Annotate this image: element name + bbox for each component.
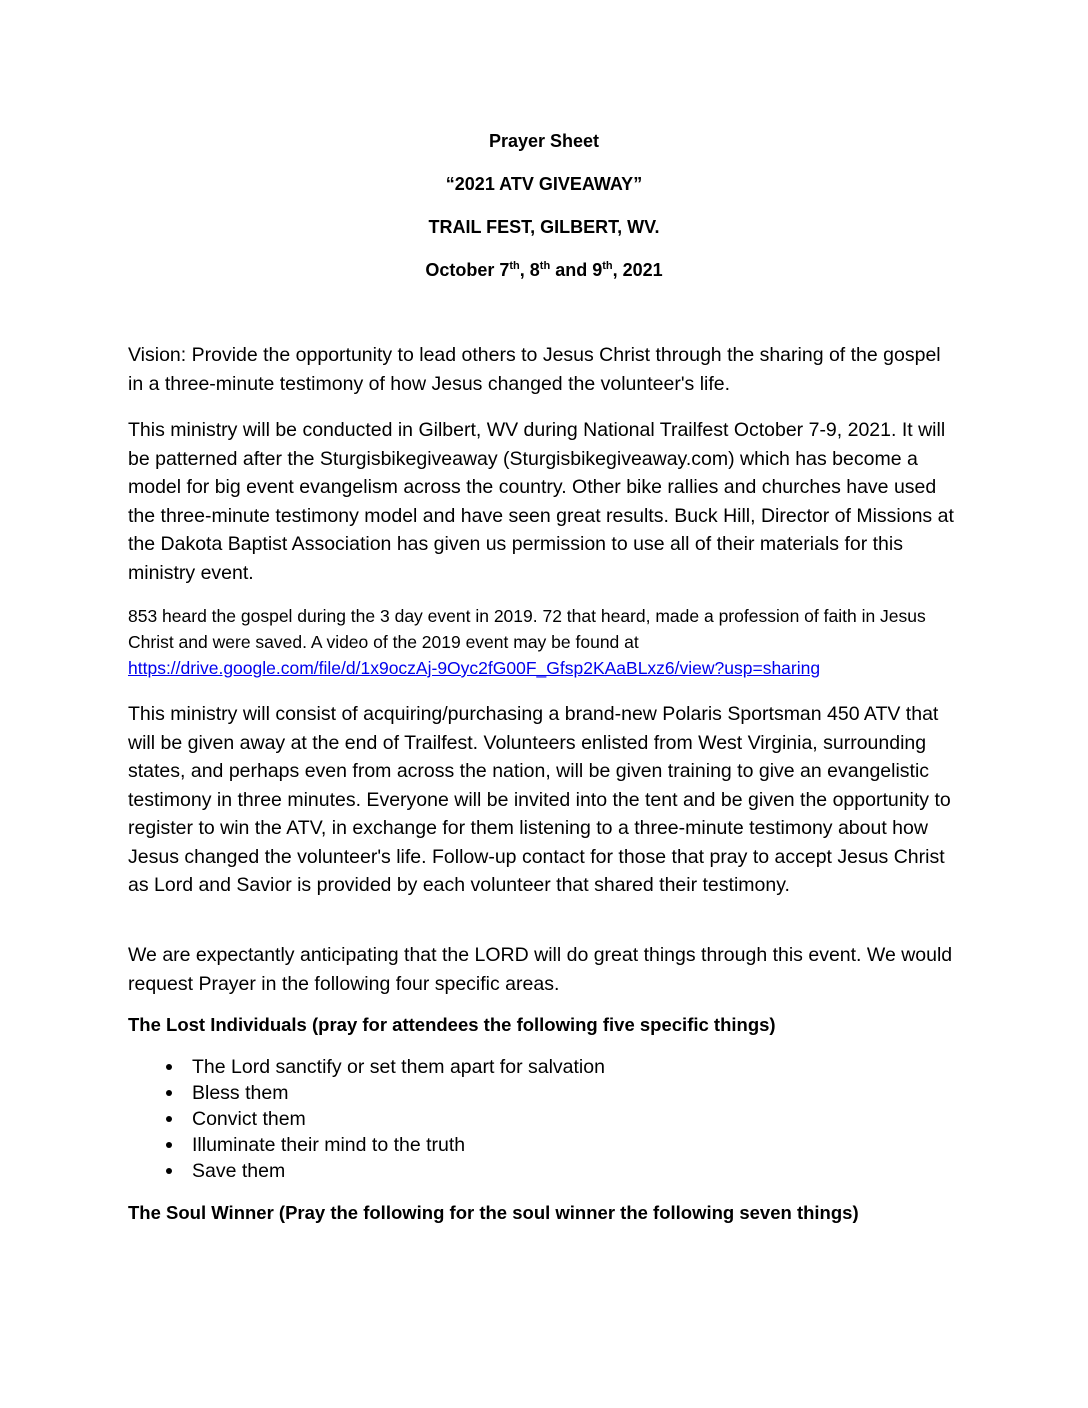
vision-paragraph: Vision: Provide the opportunity to lead others to Jesus Christ through the sharing of the gospel in a three-minute testimony of how Jesus changed the volunteer's life. — [128, 344, 941, 395]
results-text: 853 heard the gospel during the 3 day event in 2019. 72 that heard, made a profession of faith in Jesus Christ and were saved. A video of the 2019 event may be found at — [128, 606, 926, 652]
bullet-icon — [166, 1090, 172, 1096]
list-item: Convict them — [128, 1106, 958, 1132]
bullet-icon — [166, 1142, 172, 1148]
lost-individuals-heading: The Lost Individuals (pray for attendees the following five specific things) — [128, 1014, 776, 1035]
prayer-request-paragraph: We are expectantly anticipating that the LORD will do great things through this event. We would request Prayer in the following four specific areas. — [128, 944, 953, 995]
lost-individuals-list — [128, 1054, 958, 1184]
video-link[interactable]: https://drive.google.com/file/d/1x9oczAj-9Oyc2fG00F_Gfsp2KAaBLxz6/view?usp=sharing — [128, 658, 821, 678]
event-location: TRAIL FEST, GILBERT, WV. — [428, 217, 660, 237]
bullet-icon — [166, 1116, 172, 1122]
bullet-icon — [166, 1168, 172, 1174]
list-item: Illuminate their mind to the truth — [128, 1132, 958, 1158]
event-dates: October 7th, 8th and 9th, 2021 — [425, 260, 663, 280]
results-paragraph — [128, 603, 958, 681]
soul-winner-heading: The Soul Winner (Pray the following for the soul winner the following seven things) — [128, 1202, 859, 1223]
ministry-details-paragraph: This ministry will consist of acquiring/purchasing a brand-new Polaris Sportsman 450 ATV that will be given away at the end of Trailfest. Volunteers enlisted from West Virginia, surrounding states, and perhaps even from across the nation, will be given training to give an evangelistic testimony in three minutes. Everyone will be invited into the tent and be given the opportunity to register to win the ATV, in exchange for them listening to a three-minute testimony about how Jesus changed the volunteer's life. Follow-up contact for those that pray to accept Jesus Christ as Lord and Savior is provided by each volunteer that shared their testimony. — [128, 703, 951, 896]
ministry-location-paragraph: This ministry will be conducted in Gilbert, WV during National Trailfest October 7-9, 2021. It will be patterned after the Sturgisbikegiveaway (Sturgisbikegiveaway.com) which has become a model for big event evangelism across the country. Other bike rallies and churches have used the three-minute testimony model and have seen great results. Buck Hill, Director of Missions at the Dakota Baptist Association has given us permission to use all of their materials for this ministry event. — [128, 419, 954, 584]
list-item: Bless them — [128, 1080, 958, 1106]
list-item: Save them — [128, 1158, 958, 1184]
bullet-icon — [166, 1064, 172, 1070]
event-name: “2021 ATV GIVEAWAY” — [445, 174, 643, 194]
list-item: The Lord sanctify or set them apart for salvation — [128, 1054, 958, 1080]
document-title: Prayer Sheet — [488, 131, 600, 151]
